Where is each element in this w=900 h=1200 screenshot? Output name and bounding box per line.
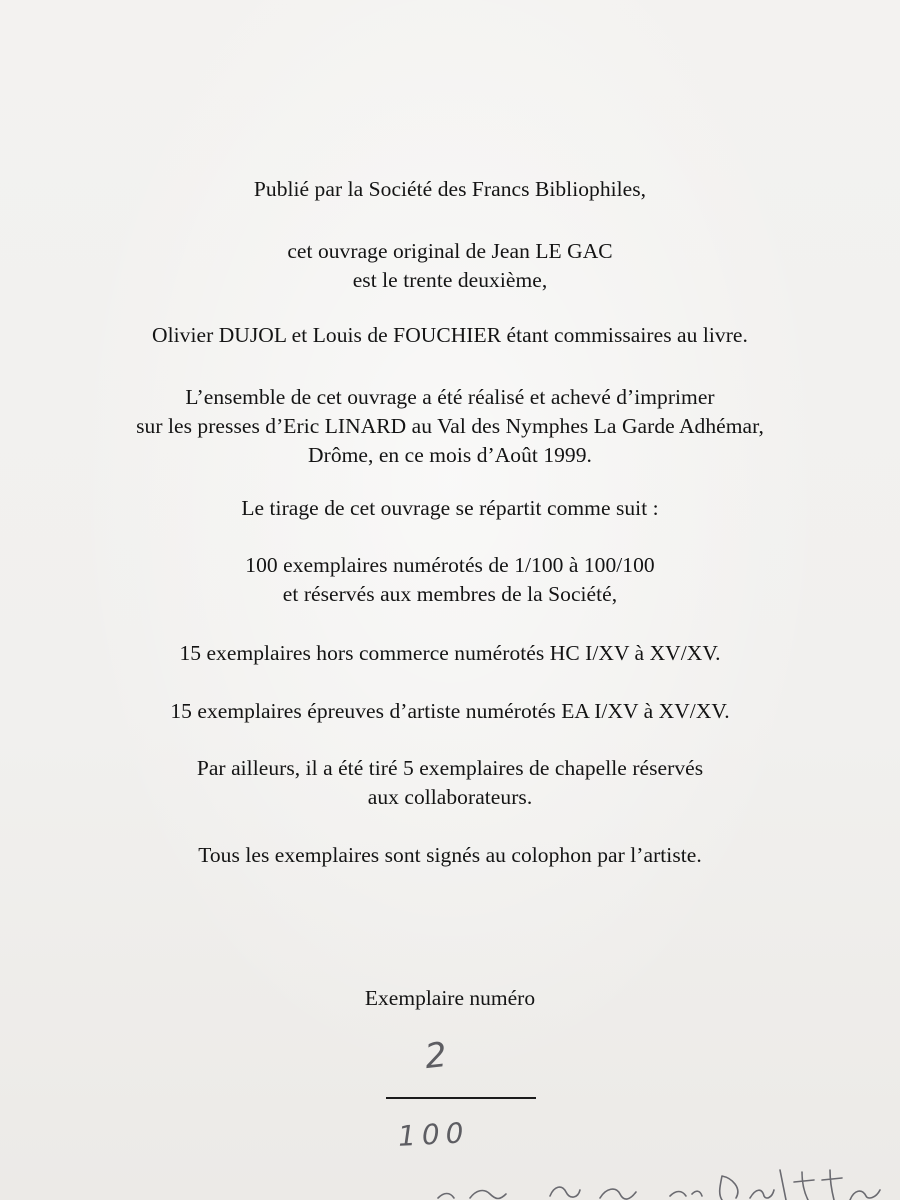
edition-members-paragraph — [0, 551, 900, 609]
signed-paragraph — [0, 841, 900, 870]
edition-members-line: 100 exemplaires numérotés de 1/100 à 100/100 — [245, 553, 655, 577]
edition-intro-line: Le tirage de cet ouvrage se répartit comme suit : — [241, 496, 659, 520]
work-line: cet ouvrage original de Jean LE GAC — [287, 239, 613, 263]
edition-members-line: et réservés aux membres de la Société, — [282, 582, 618, 606]
commissioners-paragraph — [0, 321, 900, 350]
signed-line: Tous les exemplaires sont signés au colophon par l’artiste. — [198, 843, 702, 867]
commissioners-line: Olivier DUJOL et Louis de FOUCHIER étant commissaires au livre. — [152, 323, 748, 347]
printing-line: Drôme, en ce mois d’Août 1999. — [308, 443, 592, 467]
edition-ea-paragraph — [0, 697, 900, 726]
fraction-rule — [386, 1097, 536, 1099]
signature-scribble — [430, 1148, 900, 1200]
artist-signature — [430, 1148, 900, 1200]
printing-line: L’ensemble de cet ouvrage a été réalisé et achevé d’imprimer — [185, 385, 715, 409]
work-paragraph — [0, 237, 900, 295]
copy-number-label: Exemplaire numéro — [364, 986, 536, 1010]
edition-hc-paragraph — [0, 639, 900, 668]
printing-line: sur les presses d’Eric LINARD au Val des Nymphes La Garde Adhémar, — [136, 414, 764, 438]
edition-ea-line: 15 exemplaires épreuves d’artiste numérotés EA I/XV à XV/XV. — [170, 699, 730, 723]
printing-paragraph — [0, 383, 900, 470]
chapel-paragraph — [0, 754, 900, 812]
edition-intro-paragraph — [0, 494, 900, 523]
publisher-line: Publié par la Société des Francs Bibliophiles, — [253, 177, 647, 201]
publisher-paragraph — [0, 175, 900, 204]
handwritten-edition-total: 100 — [397, 1116, 471, 1153]
colophon-text — [0, 175, 900, 870]
work-line: est le trente deuxième, — [352, 268, 548, 292]
chapel-line: Par ailleurs, il a été tiré 5 exemplaires de chapelle réservés — [196, 756, 704, 780]
handwritten-copy-number: 2 — [422, 1034, 449, 1078]
edition-hc-line: 15 exemplaires hors commerce numérotés HC I/XV à XV/XV. — [179, 641, 721, 665]
chapel-line: aux collaborateurs. — [367, 785, 533, 809]
